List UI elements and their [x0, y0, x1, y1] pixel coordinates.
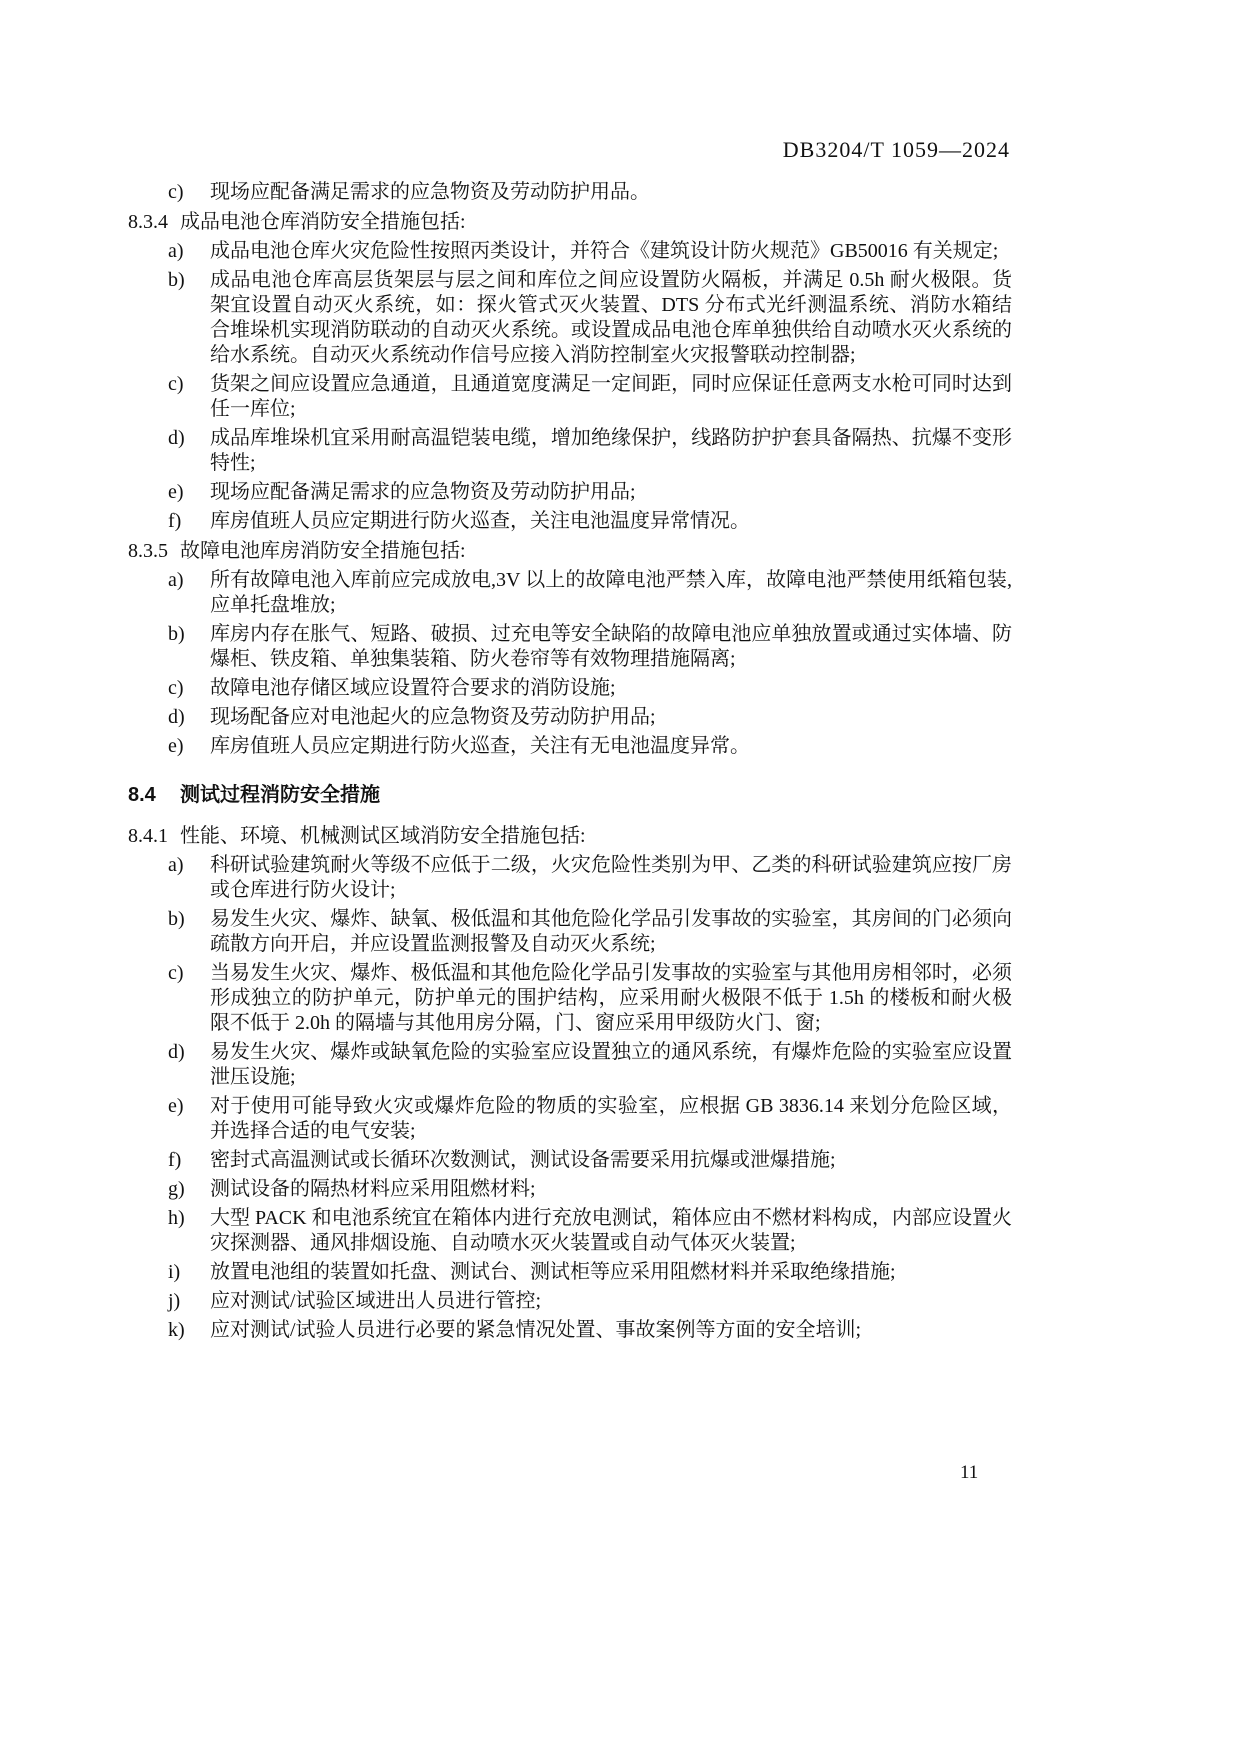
list-item-label: e): [168, 1095, 184, 1117]
clause: [128, 539, 1012, 564]
list-item-text: 现场应配备满足需求的应急物资及劳动防护用品;: [210, 481, 636, 503]
list-item-text: 易发生火灾、爆炸或缺氧危险的实验室应设置独立的通风系统，有爆炸危险的实验室应设置泄压设施;: [210, 1041, 1012, 1088]
list-item: [128, 268, 1012, 368]
list-item-label: j): [168, 1290, 181, 1312]
clause-text: 性能、环境、机械测试区域消防安全措施包括:: [180, 825, 586, 847]
list-item-text: 密封式高温测试或长循环次数测试，测试设备需要采用抗爆或泄爆措施;: [210, 1149, 836, 1171]
list-item-label: g): [168, 1178, 185, 1200]
list-item-text: 当易发生火灾、爆炸、极低温和其他危险化学品引发事故的实验室与其他用房相邻时，必须形成独立的防护单元，防护单元的围护结构，应采用耐火极限不低于 1.5h 的楼板和耐火极限不低于 2.0h 的隔墙与其他用房分隔，门、窗应采用甲级防火门、窗;: [210, 962, 1012, 1034]
doc-number: DB3204/T 1059—2024: [782, 137, 1010, 162]
section-heading: [128, 783, 1012, 808]
list-item: [128, 1289, 1012, 1314]
list-item-text: 库房内存在胀气、短路、破损、过充电等安全缺陷的故障电池应单独放置或通过实体墙、防爆柜、铁皮箱、单独集装箱、防火卷帘等有效物理措施隔离;: [210, 623, 1012, 670]
list-item: [128, 239, 1012, 264]
heading-text: 测试过程消防安全措施: [180, 784, 380, 806]
list-item-text: 对于使用可能导致火灾或爆炸危险的物质的实验室，应根据 GB 3836.14 来划分危险区域，并选择合适的电气安装;: [210, 1095, 1012, 1142]
clause: [128, 824, 1012, 849]
list-item-label: f): [168, 510, 182, 532]
list-item-label: c): [168, 962, 184, 984]
list-item: [128, 1318, 1012, 1343]
list-item-text: 科研试验建筑耐火等级不应低于二级，火灾危险性类别为甲、乙类的科研试验建筑应按厂房或仓库进行防火设计;: [210, 854, 1012, 901]
list-item-text: 现场配备应对电池起火的应急物资及劳动防护用品;: [210, 706, 656, 728]
list-item-text: 成品电池仓库高层货架层与层之间和库位之间应设置防火隔板，并满足 0.5h 耐火极限。货架宜设置自动灭火系统，如：探火管式灭火装置、DTS 分布式光纤测温系统、消防水箱结合堆垛机实现消防联动的自动灭火系统。或设置成品电池仓库单独供给自动喷水灭火系统的给水系统。自动灭火系统动作信号应接入消防控制室火灾报警联动控制器;: [210, 269, 1012, 366]
list-item-label: d): [168, 706, 185, 728]
list-item-text: 易发生火灾、爆炸、缺氧、极低温和其他危险化学品引发事故的实验室，其房间的门必须向疏散方向开启，并应设置监测报警及自动灭火系统;: [210, 908, 1012, 955]
list-item-text: 现场应配备满足需求的应急物资及劳动防护用品。: [210, 181, 650, 203]
list-item: [128, 180, 1012, 205]
list-item: [128, 480, 1012, 505]
heading-number: 8.4: [128, 784, 156, 806]
list-item-text: 故障电池存储区域应设置符合要求的消防设施;: [210, 677, 616, 699]
clause-text: 成品电池仓库消防安全措施包括:: [180, 211, 466, 233]
list-item-text: 成品电池仓库火灾危险性按照丙类设计，并符合《建筑设计防火规范》GB50016 有关规定;: [210, 240, 999, 262]
list-item-label: b): [168, 269, 185, 291]
list-item: [128, 961, 1012, 1036]
list-item-text: 应对测试/试验人员进行必要的紧急情况处置、事故案例等方面的安全培训;: [210, 1319, 862, 1341]
list-item-label: e): [168, 735, 184, 757]
list-item-label: b): [168, 908, 185, 930]
list-item: [128, 372, 1012, 422]
list-item-text: 大型 PACK 和电池系统宜在箱体内进行充放电测试，箱体应由不燃材料构成，内部应设置火灾探测器、通风排烟设施、自动喷水灭火装置或自动气体灭火装置;: [210, 1207, 1012, 1254]
list-item: [128, 676, 1012, 701]
list-item-label: c): [168, 677, 184, 699]
list-item-text: 货架之间应设置应急通道，且通道宽度满足一定间距，同时应保证任意两支水枪可同时达到任一库位;: [210, 373, 1012, 420]
list-item-label: a): [168, 854, 184, 876]
list-item: [128, 426, 1012, 476]
clause: [128, 210, 1012, 235]
list-item: [128, 509, 1012, 534]
list-item-label: h): [168, 1207, 185, 1229]
list-item-text: 库房值班人员应定期进行防火巡查，关注有无电池温度异常。: [210, 735, 750, 757]
document-body: [128, 176, 1012, 1343]
list-item: [128, 1148, 1012, 1173]
clause-number: 8.4.1: [128, 825, 168, 847]
page-number: 11: [960, 1462, 979, 1483]
list-item-label: f): [168, 1149, 182, 1171]
list-item: [128, 1094, 1012, 1144]
list-item-text: 库房值班人员应定期进行防火巡查，关注电池温度异常情况。: [210, 510, 750, 532]
list-item-text: 测试设备的隔热材料应采用阻燃材料;: [210, 1178, 536, 1200]
clause-number: 8.3.4: [128, 211, 168, 233]
list-item: [128, 1260, 1012, 1285]
list-item: [128, 1206, 1012, 1256]
list-item: [128, 907, 1012, 957]
list-item-label: i): [168, 1261, 181, 1283]
list-item-label: a): [168, 569, 184, 591]
list-item-text: 所有故障电池入库前应完成放电,3V 以上的故障电池严禁入库，故障电池严禁使用纸箱包装,应单托盘堆放;: [210, 569, 1012, 616]
list-item-label: e): [168, 481, 184, 503]
list-item-label: a): [168, 240, 184, 262]
list-item-label: b): [168, 623, 185, 645]
list-item: [128, 1177, 1012, 1202]
list-item: [128, 1040, 1012, 1090]
list-item-label: d): [168, 1041, 185, 1063]
list-item: [128, 622, 1012, 672]
list-item: [128, 853, 1012, 903]
clause-number: 8.3.5: [128, 540, 168, 562]
list-item-label: c): [168, 181, 184, 203]
list-item: [128, 568, 1012, 618]
clause-text: 故障电池库房消防安全措施包括:: [180, 540, 466, 562]
list-item-text: 成品库堆垛机宜采用耐高温铠装电缆，增加绝缘保护，线路防护护套具备隔热、抗爆不变形特性;: [210, 427, 1012, 474]
list-item-label: k): [168, 1319, 185, 1341]
list-item-label: c): [168, 373, 184, 395]
list-item: [128, 705, 1012, 730]
list-item: [128, 734, 1012, 759]
list-item-text: 放置电池组的装置如托盘、测试台、测试柜等应采用阻燃材料并采取绝缘措施;: [210, 1261, 896, 1283]
list-item-text: 应对测试/试验区域进出人员进行管控;: [210, 1290, 542, 1312]
list-item-label: d): [168, 427, 185, 449]
